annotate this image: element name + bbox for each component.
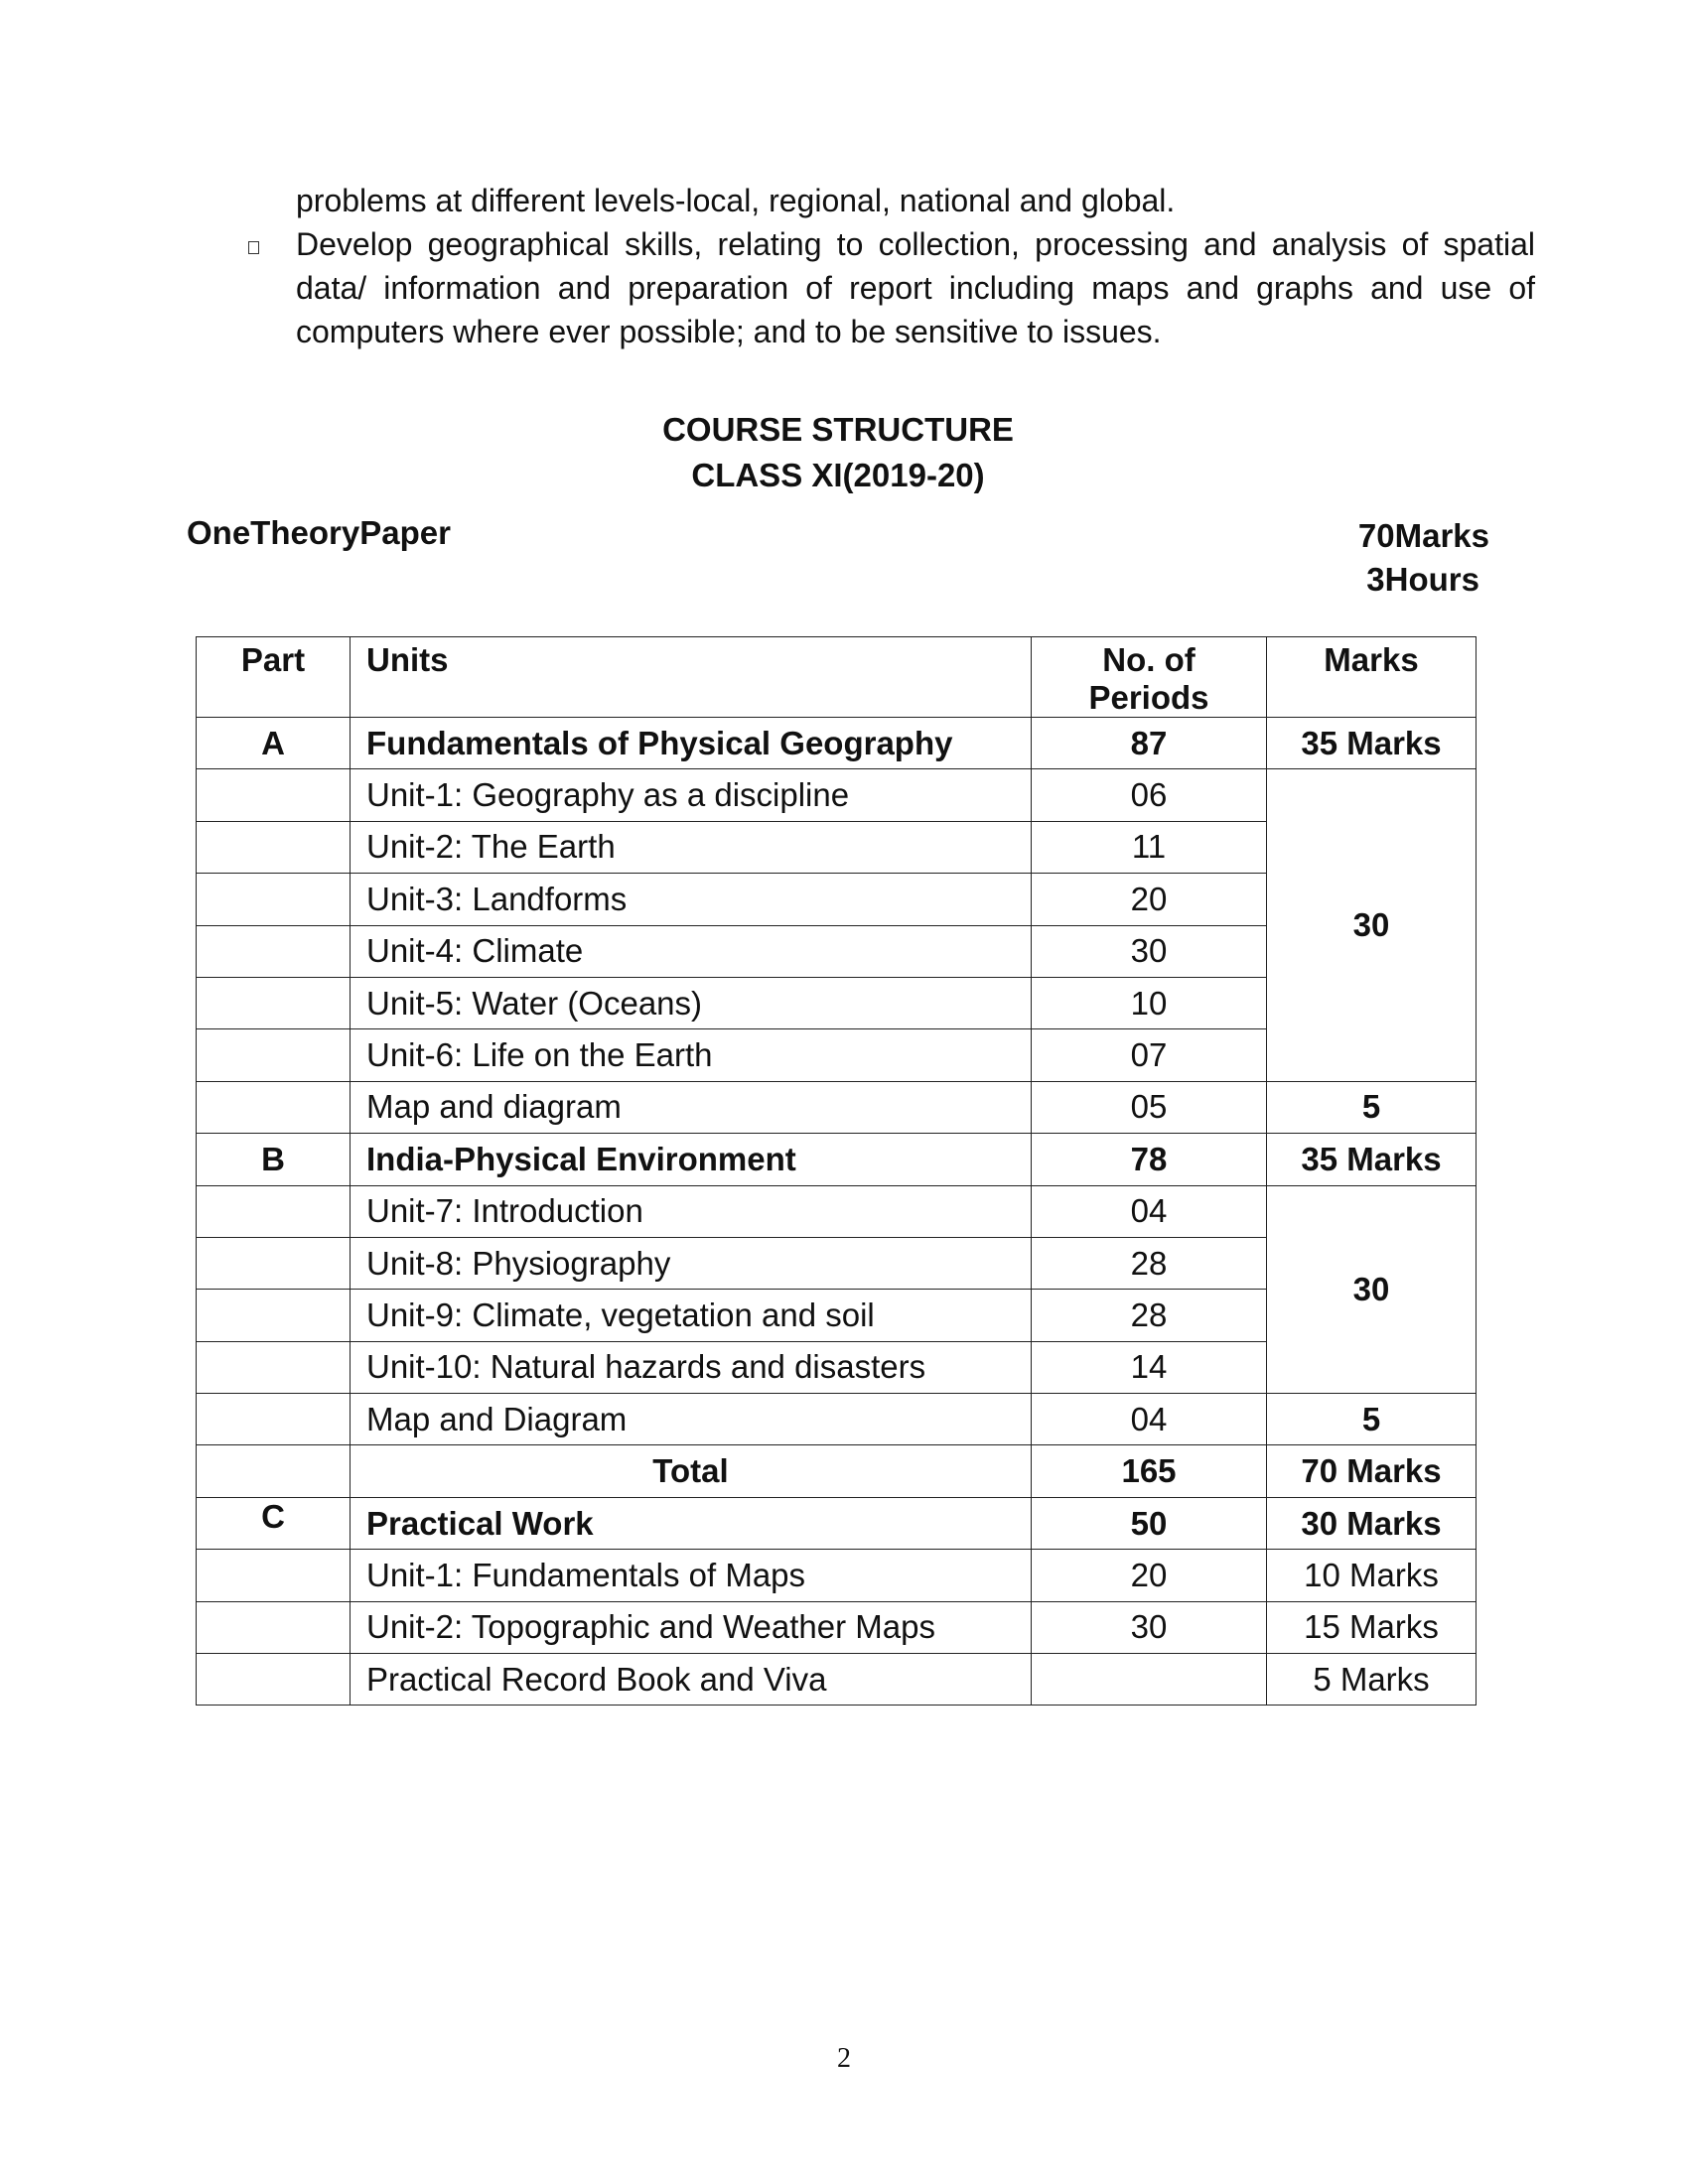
paper-hours: 3Hours [1366, 561, 1479, 598]
unit-marks: 5 [1267, 1394, 1477, 1445]
units-marks: 30 [1267, 1185, 1477, 1394]
part-cell [197, 1341, 351, 1393]
table-row [197, 1497, 1477, 1549]
table-row [197, 1134, 1477, 1185]
part-cell [197, 1029, 351, 1081]
part-cell [197, 874, 351, 925]
unit-name: Unit-1: Geography as a discipline [351, 769, 1032, 821]
unit-name: Unit-10: Natural hazards and disasters [351, 1341, 1032, 1393]
unit-name: Map and diagram [351, 1081, 1032, 1133]
table-header-row [197, 637, 1477, 718]
unit-name: Unit-5: Water (Oceans) [351, 977, 1032, 1028]
total-row [197, 1445, 1477, 1497]
part-cell [197, 1081, 351, 1133]
unit-periods: 11 [1032, 821, 1267, 873]
part-cell [197, 1237, 351, 1289]
unit-name: Unit-6: Life on the Earth [351, 1029, 1032, 1081]
unit-name: Unit-9: Climate, vegetation and soil [351, 1290, 1032, 1341]
part-cell [197, 1550, 351, 1601]
unit-periods: 28 [1032, 1237, 1267, 1289]
part-cell [197, 1654, 351, 1706]
square-bullet-icon [248, 241, 259, 254]
unit-periods: 10 [1032, 977, 1267, 1028]
table-row [197, 1081, 1477, 1133]
part-cell [197, 769, 351, 821]
header-marks: Marks [1267, 637, 1477, 718]
part-title: Practical Work [351, 1497, 1032, 1549]
paper-name: OneTheoryPaper [187, 514, 451, 551]
units-marks: 30 [1267, 769, 1477, 1081]
objective-text: Develop geographical skills, relating to collection, processing and analysis of spatial data/ information and preparation of report including maps and graphs and use of computers where ever possible; and to be sensitive to issues. [296, 226, 1535, 349]
unit-name: Unit-3: Landforms [351, 874, 1032, 925]
unit-name: Unit-4: Climate [351, 925, 1032, 977]
part-cell [197, 1290, 351, 1341]
page-title: COURSE STRUCTURE [662, 411, 1014, 448]
part-cell [197, 1445, 351, 1497]
header-part: Part [197, 637, 351, 718]
table-row [197, 769, 1477, 821]
paper-meta [1358, 514, 1489, 602]
part-label: B [197, 1134, 351, 1185]
part-label: A [197, 718, 351, 769]
unit-periods: 04 [1032, 1394, 1267, 1445]
unit-marks: 10 Marks [1267, 1550, 1477, 1601]
table-row [197, 718, 1477, 769]
part-periods: 50 [1032, 1497, 1267, 1549]
unit-name: Unit-2: The Earth [351, 821, 1032, 873]
class-subtitle: CLASS XI(2019-20) [691, 457, 985, 493]
part-cell [197, 925, 351, 977]
unit-periods: 20 [1032, 874, 1267, 925]
objective-bullet [296, 222, 1535, 353]
header-periods-line1: No. of [1102, 641, 1196, 678]
part-cell [197, 821, 351, 873]
part-cell [197, 977, 351, 1028]
table-row [197, 1601, 1477, 1653]
part-periods: 78 [1032, 1134, 1267, 1185]
table-row [197, 1550, 1477, 1601]
unit-periods: 30 [1032, 1601, 1267, 1653]
unit-periods: 04 [1032, 1185, 1267, 1237]
table-row [197, 1654, 1477, 1706]
unit-periods: 05 [1032, 1081, 1267, 1133]
part-title: Fundamentals of Physical Geography [351, 718, 1032, 769]
unit-name: Unit-8: Physiography [351, 1237, 1032, 1289]
unit-name: Unit-7: Introduction [351, 1185, 1032, 1237]
part-cell [197, 1601, 351, 1653]
total-periods: 165 [1032, 1445, 1267, 1497]
part-cell [197, 1394, 351, 1445]
part-label: C [197, 1497, 351, 1549]
page-number: 2 [837, 2043, 851, 2074]
unit-name: Unit-1: Fundamentals of Maps [351, 1550, 1032, 1601]
part-periods: 87 [1032, 718, 1267, 769]
course-heading [0, 407, 1688, 498]
unit-name: Unit-2: Topographic and Weather Maps [351, 1601, 1032, 1653]
total-marks: 70 Marks [1267, 1445, 1477, 1497]
paper-marks: 70Marks [1357, 517, 1489, 554]
unit-marks: 15 Marks [1267, 1601, 1477, 1653]
unit-periods: 20 [1032, 1550, 1267, 1601]
part-marks: 35 Marks [1267, 1134, 1477, 1185]
header-units: Units [351, 637, 1032, 718]
unit-periods: 14 [1032, 1341, 1267, 1393]
header-periods-line2: Periods [1088, 679, 1209, 716]
unit-name: Practical Record Book and Viva [351, 1654, 1032, 1706]
table-row [197, 1185, 1477, 1237]
course-structure-table [196, 636, 1477, 1706]
part-marks: 35 Marks [1267, 718, 1477, 769]
unit-periods: 06 [1032, 769, 1267, 821]
table-row [197, 1394, 1477, 1445]
part-cell [197, 1185, 351, 1237]
header-periods [1032, 637, 1267, 718]
unit-periods: 30 [1032, 925, 1267, 977]
unit-periods: 07 [1032, 1029, 1267, 1081]
part-marks: 30 Marks [1267, 1497, 1477, 1549]
unit-marks: 5 Marks [1267, 1654, 1477, 1706]
unit-name: Map and Diagram [351, 1394, 1032, 1445]
part-title: India-Physical Environment [351, 1134, 1032, 1185]
unit-marks: 5 [1267, 1081, 1477, 1133]
unit-periods: 28 [1032, 1290, 1267, 1341]
total-label: Total [351, 1445, 1032, 1497]
unit-periods [1032, 1654, 1267, 1706]
intro-line: problems at different levels-local, regional, national and global. [296, 183, 1176, 218]
intro-text [296, 179, 1535, 353]
